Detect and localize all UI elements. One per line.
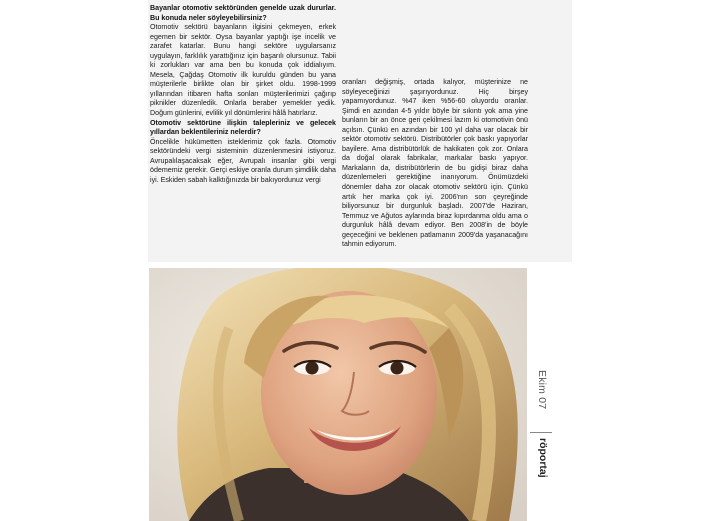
page-side-meta: [530, 370, 560, 490]
side-divider: [530, 432, 552, 433]
interview-question-2: Otomotiv sektörüne ilişkin talepleriniz ve gelecek yıllardan beklentileriniz nelerdir?: [150, 118, 336, 137]
interview-answer-2-continued: oranları değişmiş, ortada kalıyor, müşterinize ne söyleyeceğinizi şaşırıyordunuz. Hiç birşey yapamıyordunuz. %47 iken %56-60 oluyordu oranlar. Şimdi en azından 4-5 yıldır böyle bir sıkıntı yok ama yine bunların bir an önce geri çekilmesi lazım ki otomotivin önü açılsın. Çünkü en azından bir 100 yıl daha var olacak bir sektör otomotiv sektörü. Distribütörler çok baskı yapıyorlar bayilere. Ama distribütörlük de hakikaten çok zor. Onlara da doğal olarak fabrikalar, markalar baskı yapıyor. Markaların da, distribütörlerin de bu gidişi biraz daha düzenlemeleri gerektiğine inanıyorum. Önümüzdeki dönemler daha zor olacak otomotiv sektörü için. Çünkü artık her marka çok iyi. 2006'nın son çeyreğinde biliyorsunuz bir durgunluk başladı. 2007'de Haziran, Temmuz ve Ağutos aylarında biraz kıpırdanma oldu ama o durgunluk hâlâ devam ediyor. Ben 2008'in de böyle geçeceğini ve beklenen patlamanın 2009'da yaşanacağını tahmin ediyorum.: [342, 78, 528, 249]
article-column-left: [150, 4, 336, 185]
issue-date: Ekim 07: [536, 370, 548, 410]
interview-answer-2: Öncelikle hükümetten isteklerimiz çok fazla. Otomotiv sektöründeki vergi sisteminin düzenlenmesini istiyoruz. Avrupalılaşacaksak eğer, Avrupalı insanlar gibi vergi ödememiz gerekir. Gerçi eskiye oranla durum şimdilik daha iyi. Eskiden sabah kalktığınızda bir bakıyordunuz vergi: [150, 137, 336, 184]
section-label: röportaj: [537, 438, 549, 478]
portrait-photo: [149, 268, 527, 521]
interview-answer-1: Otomotiv sektörü bayanların ilgisini çekmeyen, erkek egemen bir sektör. Oysa bayanlar yaptığı işe incelik ve zarafet katarlar. Bunu hangi sektöre uygularsanız uygulayın, farklılık yarattığınız için başarılı olursunuz. Tabii ki zorlukları var ama ben bu konuda çok iddialıyım. Mesela, Çağdaş Otomotiv ilk kuruldu günden bu yana müşterilerle birlikte olan bir şirket oldu. 1998-1999 yıllarından itibaren hafta sonları müşterilerimizi çağırıp piknikler düzenledik. Onlarla beraber yemekler yedik. Doğum günlerini, evlilik yıl dönümlerini hâlâ hatırlarız.: [150, 23, 336, 118]
interview-question-1: Bayanlar otomotiv sektöründen genelde uzak dururlar. Bu konuda neler söyleyebilirsiniz?: [150, 4, 336, 22]
article-column-right: [342, 78, 528, 250]
portrait-illustration: [149, 268, 527, 521]
